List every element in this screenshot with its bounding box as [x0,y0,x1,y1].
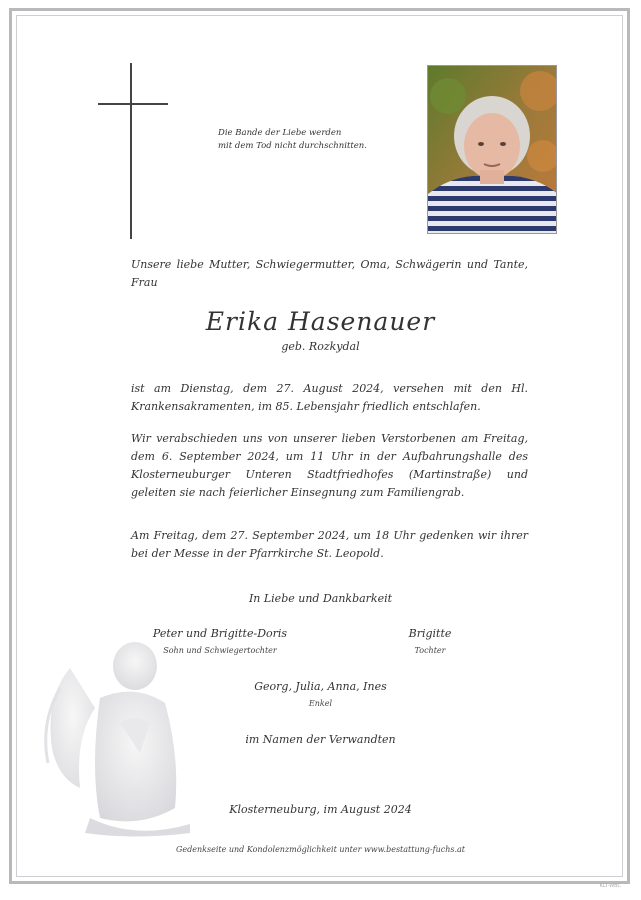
place-date: Klosterneuburg, im August 2024 [229,803,412,816]
portrait-photo [427,65,557,234]
portrait-image [428,66,557,234]
paragraph-mass: Am Freitag, dem 27. September 2024, um 18 Uhr gedenken wir ihrer bei der Messe in der Pfarrkirche St. Leopold. [131,529,528,560]
relatives-line: im Namen der Verwandten [245,733,396,746]
mourner-name: Georg, Julia, Anna, Ines [254,680,387,693]
paragraph-funeral: Wir verabschieden uns von unserer lieben Verstorbenen am Freitag, dem 6. September 2024, um 11 Uhr in der Aufbahrungshalle des Klosterneuburger Unteren Stadtfriedhofes (Martinstraße) und geleiten sie nach feierlicher Einsegnung zum Familiengrab. [131,432,528,499]
print-code: KLT-WBC [599,883,621,889]
motto-line-1: Die Bande der Liebe werden [218,128,342,138]
closing-line: In Liebe und Dankbarkeit [248,592,393,605]
cross-icon-bar [98,103,168,105]
footer-link[interactable]: Gedenkseite und Kondolenzmöglichkeit unter www.bestattung-fuchs.at [176,845,465,854]
motto-line-2: mit dem Tod nicht durchschnitten. [218,141,367,151]
mourner-relation: Enkel [308,699,333,708]
cross-icon [130,63,132,239]
mourner-relation: Sohn und Schwiegertochter [163,646,277,655]
motto [218,127,408,153]
deceased-name: Erika Hasenauer [205,307,436,336]
paragraph-death: ist am Dienstag, dem 27. August 2024, versehen mit den Hl. Krankensakramenten, im 85. Lebensjahr friedlich entschlafen. [131,382,528,413]
intro-text: Unsere liebe Mutter, Schwiegermutter, Oma, Schwägerin und Tante, Frau [131,258,528,289]
birth-name: geb. Rozkydal [281,340,360,353]
mourner-name: Peter und Brigitte-Doris [152,627,288,640]
mourner-relation: Tochter [414,646,446,655]
mourner-name: Brigitte [408,627,452,640]
